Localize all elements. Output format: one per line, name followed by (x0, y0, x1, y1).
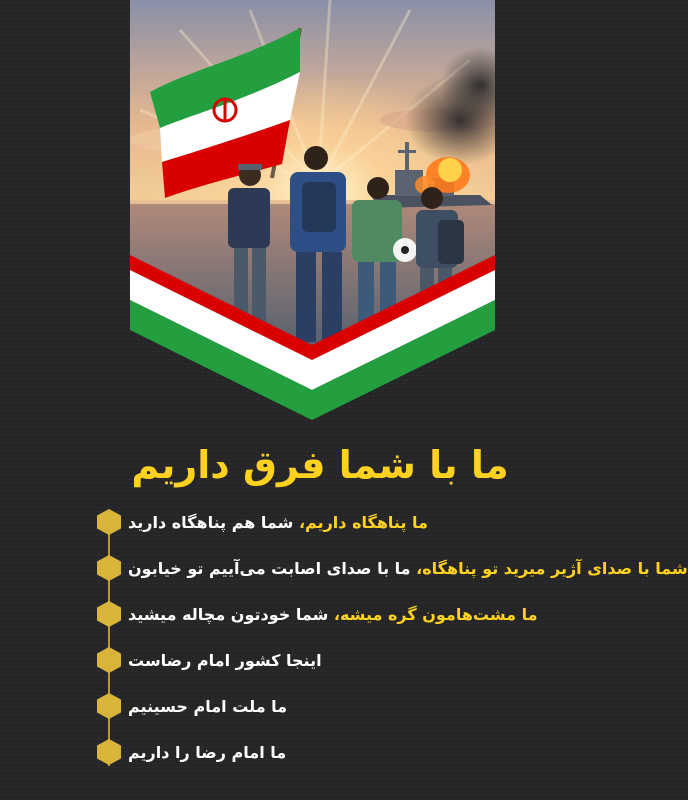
list-item-text (128, 638, 608, 682)
hexagon-bullet-icon (95, 738, 123, 766)
list-item-text (128, 730, 608, 774)
hexagon-bullet-icon (95, 554, 123, 582)
list-item (0, 684, 640, 728)
list-item-text (128, 684, 608, 728)
headline: ما با شما فرق داریم (131, 443, 509, 487)
item-rest: شما هم پناهگاه دارید (128, 512, 299, 532)
list-item (0, 546, 688, 590)
list-item (0, 638, 640, 682)
item-rest: ما امام رضا را داریم (128, 742, 287, 762)
item-rest: ما با صدای اصابت می‌آییم تو خیابون (128, 558, 417, 578)
list-item (0, 500, 640, 544)
item-highlight: ما مشت‌هامون گره میشه، (333, 604, 538, 624)
list-item-text (128, 592, 608, 636)
item-highlight: شما با صدای آژیر میرید تو پناهگاه، (416, 558, 688, 578)
list-item-text (128, 546, 688, 590)
list-item-text (128, 500, 608, 544)
item-rest: اینجا کشور امام رضاست (128, 650, 322, 670)
hexagon-bullet-icon (95, 600, 123, 628)
item-rest: ما ملت امام حسینیم (128, 696, 288, 716)
list-item (0, 592, 640, 636)
hexagon-bullet-icon (95, 646, 123, 674)
item-rest: شما خودتون مچاله میشید (128, 604, 334, 624)
statement-list (0, 500, 688, 790)
item-highlight: ما پناهگاه داریم، (298, 512, 428, 532)
hexagon-bullet-icon (95, 692, 123, 720)
hexagon-bullet-icon (95, 508, 123, 536)
list-item (0, 730, 640, 774)
